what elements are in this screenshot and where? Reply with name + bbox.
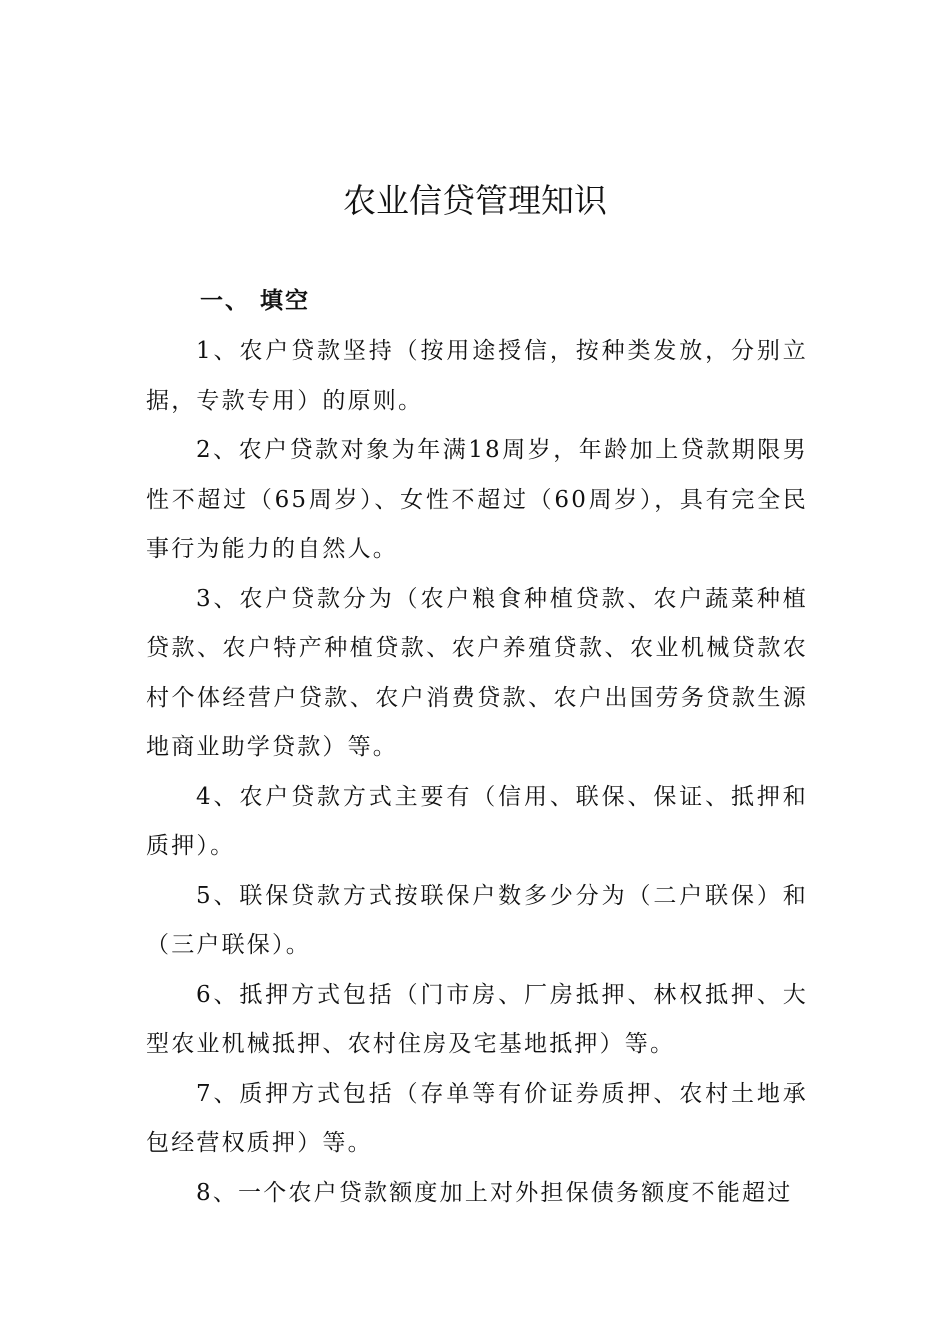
list-item: 7、质押方式包括（存单等有价证券质押、农村土地承包经营权质押）等。: [146, 1080, 808, 1156]
list-item: 3、农户贷款分为（农户粮食种植贷款、农户蔬菜种植贷款、农户特产种植贷款、农户养殖贷款、农业机械贷款农村个体经营户贷款、农户消费贷款、农户出国劳务贷款生源地商业助学贷款）等。: [146, 585, 808, 760]
list-item: 5、联保贷款方式按联保户数多少分为（二户联保）和（三户联保）。: [146, 882, 808, 958]
list-item: 1、农户贷款坚持（按用途授信，按种类发放，分别立据，专款专用）的原则。: [146, 338, 808, 414]
list-item: 4、农户贷款方式主要有（信用、联保、保证、抵押和质押）。: [146, 783, 808, 859]
list-item: 2、农户贷款对象为年满18周岁，年龄加上贷款期限男性不超过（65周岁）、女性不超过（60周岁），具有完全民事行为能力的自然人。: [146, 437, 808, 562]
document-title: 农业信贷管理知识: [343, 181, 607, 220]
list-item: 8、一个农户贷款额度加上对外担保债务额度不能超过: [196, 1179, 793, 1206]
list-item: 6、抵押方式包括（门市房、厂房抵押、林权抵押、大型农业机械抵押、农村住房及宅基地抵押）等。: [146, 981, 808, 1057]
section-heading: 一、 填空: [200, 288, 311, 314]
item-list: [146, 327, 808, 1218]
